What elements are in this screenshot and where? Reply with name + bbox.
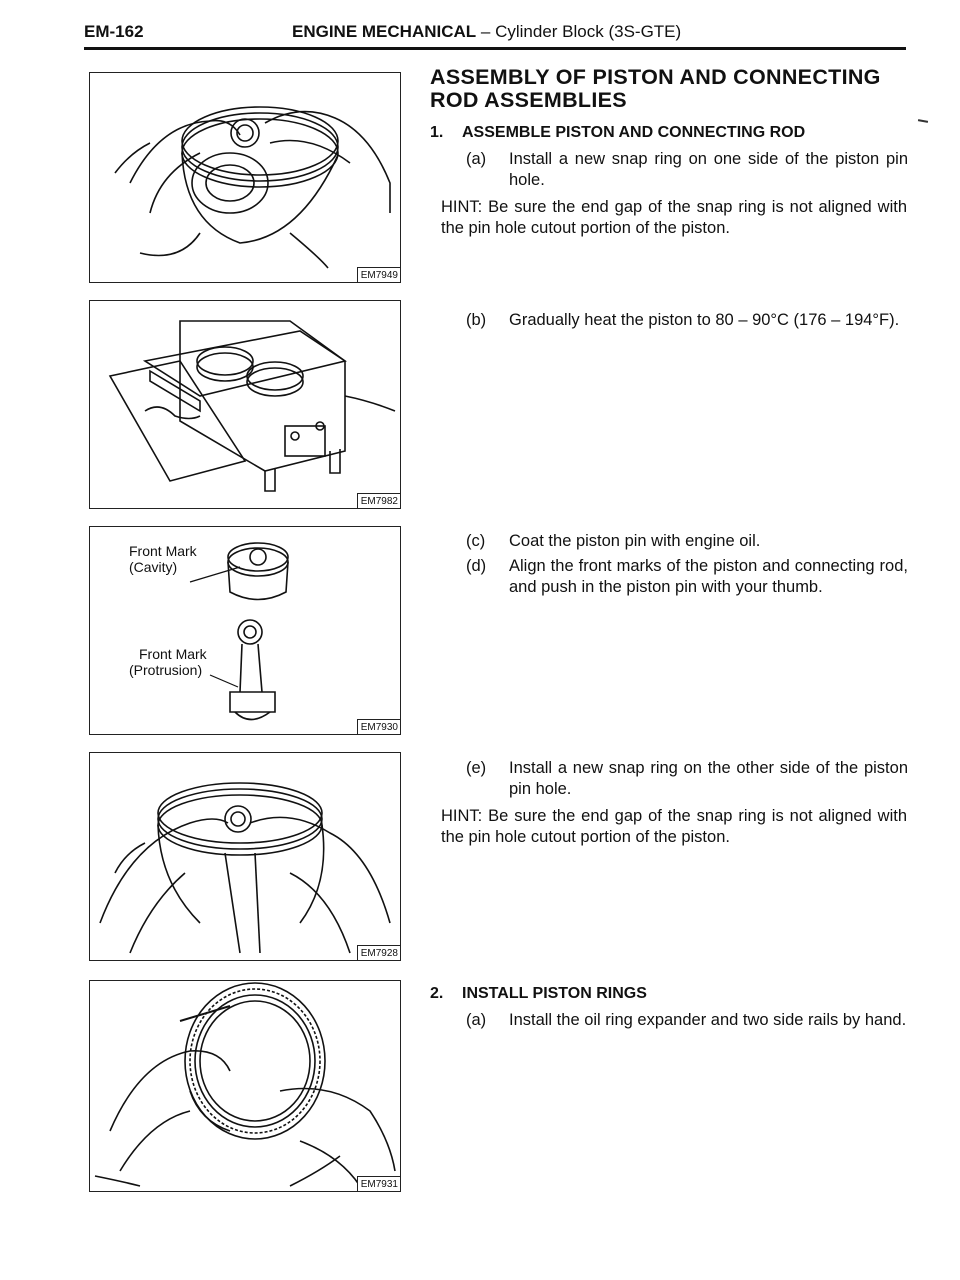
- section-rest: – Cylinder Block (3S-GTE): [480, 22, 682, 41]
- page-number: EM-162: [84, 22, 144, 41]
- substep-text: Align the front marks of the piston and connecting rod, and push in the piston pin with your thumb.: [509, 557, 908, 596]
- snap-ring-other-illustration: [90, 753, 402, 962]
- step-number: 1.: [430, 124, 444, 141]
- figure-id: EM7931: [357, 1176, 401, 1192]
- substep-text: Install the oil ring expander and two side rails by hand.: [509, 1011, 907, 1029]
- substep-2a: [466, 1010, 908, 1031]
- header-rule: [84, 47, 906, 50]
- substep-tag: (d): [466, 557, 487, 575]
- figure-id: EM7928: [357, 945, 401, 961]
- piston-heater-illustration: [90, 301, 402, 510]
- figure-snap-ring-install: [89, 72, 401, 283]
- label-front-mark-protrusion-2: (Protrusion): [129, 662, 203, 678]
- label-front-mark-cavity-1: Front Mark: [129, 543, 197, 559]
- figure-id: EM7930: [357, 719, 401, 735]
- label-front-mark-cavity-2: (Cavity): [129, 559, 178, 575]
- hint-1: HINT: Be sure the end gap of the snap ring is not aligned with the pin hole cutout portion of the piston.: [441, 198, 907, 237]
- section-title-header: [292, 22, 681, 42]
- figure-front-marks: [89, 526, 401, 735]
- substep-text: Gradually heat the piston to 80 – 90°C (176 – 194°F).: [509, 311, 900, 329]
- label-front-mark-protrusion-1: Front Mark: [139, 646, 207, 662]
- figure-oil-ring-install: [89, 980, 401, 1192]
- hint-2: HINT: Be sure the end gap of the snap ring is not aligned with the pin hole cutout portion of the piston.: [441, 807, 907, 846]
- figure-piston-heater: [89, 300, 401, 509]
- substep-tag: (a): [466, 150, 487, 168]
- substep-text: Install a new snap ring on one side of the piston pin hole.: [509, 150, 908, 189]
- margin-mark: [918, 119, 928, 123]
- substep-1d: [466, 556, 908, 598]
- step-label: ASSEMBLE PISTON AND CONNECTING ROD: [462, 124, 806, 141]
- page-header: [84, 22, 906, 48]
- figure-snap-ring-other-side: [89, 752, 401, 961]
- substep-1a: [466, 149, 908, 191]
- oil-ring-illustration: [90, 981, 402, 1193]
- step-label: INSTALL PISTON RINGS: [462, 985, 647, 1002]
- substep-text: Coat the piston pin with engine oil.: [509, 532, 761, 550]
- snap-ring-illustration: [90, 73, 402, 284]
- substep-1b: [466, 310, 908, 331]
- figure-id: EM7949: [357, 267, 401, 283]
- section-bold: ENGINE MECHANICAL: [292, 22, 477, 41]
- substep-tag: (a): [466, 1011, 487, 1029]
- substep-text: Install a new snap ring on the other side of the piston pin hole.: [509, 759, 908, 798]
- page-title: ASSEMBLY OF PISTON AND CONNECTING ROD ASSEMBLIES: [430, 65, 881, 112]
- substep-tag: (b): [466, 311, 487, 329]
- substep-1e: [466, 758, 908, 800]
- step-number: 2.: [430, 985, 444, 1002]
- substep-1c: [466, 531, 908, 552]
- substep-tag: (c): [466, 532, 486, 550]
- substep-tag: (e): [466, 759, 487, 777]
- figure-id: EM7982: [357, 493, 401, 509]
